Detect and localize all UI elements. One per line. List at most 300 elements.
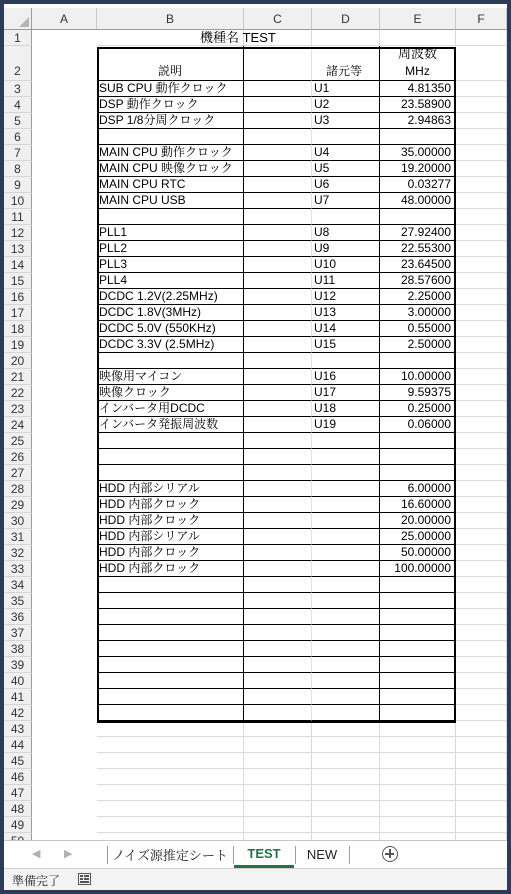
prev-sheet-arrow-icon[interactable]: ◀: [32, 848, 41, 860]
cell-f[interactable]: [456, 657, 507, 673]
row-header[interactable]: 29: [4, 497, 32, 513]
row-header[interactable]: 43: [4, 721, 32, 737]
tab-test[interactable]: TEST: [234, 841, 294, 868]
cell-e[interactable]: 2.25000: [380, 289, 456, 305]
cell-d[interactable]: U1: [312, 81, 380, 97]
cell-b[interactable]: [97, 769, 244, 785]
row-header[interactable]: 45: [4, 753, 32, 769]
cell-f[interactable]: [456, 593, 507, 609]
cell-c[interactable]: [244, 577, 312, 593]
cell-f[interactable]: [456, 545, 507, 561]
cell-b[interactable]: MAIN CPU USB: [97, 193, 244, 209]
cell-f[interactable]: [456, 113, 507, 129]
cell-f[interactable]: [456, 689, 507, 705]
cell-f[interactable]: [456, 721, 507, 737]
cell-e[interactable]: 9.59375: [380, 385, 456, 401]
row-header[interactable]: 48: [4, 801, 32, 817]
cell-b[interactable]: [97, 785, 244, 801]
cell-c[interactable]: [244, 657, 312, 673]
cell-e[interactable]: [380, 609, 456, 625]
cell-e[interactable]: [380, 657, 456, 673]
cell-b[interactable]: [97, 209, 244, 225]
cell-f[interactable]: [456, 785, 507, 801]
cell-e[interactable]: 23.58900: [380, 97, 456, 113]
row-header[interactable]: 18: [4, 321, 32, 337]
cell-b[interactable]: [97, 465, 244, 481]
tab-new[interactable]: NEW: [306, 847, 338, 862]
cell-b[interactable]: HDD 内部シリアル: [97, 481, 244, 497]
select-all-corner[interactable]: [4, 8, 32, 30]
row-header[interactable]: 5: [4, 113, 32, 129]
row-header[interactable]: 20: [4, 353, 32, 369]
row-header[interactable]: 13: [4, 241, 32, 257]
cell-e[interactable]: 6.00000: [380, 481, 456, 497]
cell-d[interactable]: U11: [312, 273, 380, 289]
cell-f[interactable]: [456, 81, 507, 97]
row-header[interactable]: 36: [4, 609, 32, 625]
cell-c[interactable]: [244, 465, 312, 481]
cell-c[interactable]: [244, 145, 312, 161]
cell-e[interactable]: 0.25000: [380, 401, 456, 417]
cell-e[interactable]: [380, 785, 456, 801]
cell-d[interactable]: U5: [312, 161, 380, 177]
cell-b[interactable]: PLL4: [97, 273, 244, 289]
cell-f[interactable]: [456, 561, 507, 577]
row-header[interactable]: 49: [4, 817, 32, 833]
cell-c[interactable]: [244, 257, 312, 273]
cell-d[interactable]: [312, 801, 380, 817]
cell-e[interactable]: [380, 129, 456, 145]
cell-e[interactable]: 10.00000: [380, 369, 456, 385]
column-header-f[interactable]: F: [456, 8, 507, 30]
cell-f[interactable]: [456, 30, 507, 46]
cell-c[interactable]: [244, 81, 312, 97]
cell-b[interactable]: [97, 817, 244, 833]
cell-b[interactable]: [97, 801, 244, 817]
cell-d[interactable]: [312, 481, 380, 497]
cell-c[interactable]: [244, 721, 312, 737]
cell-c[interactable]: [244, 417, 312, 433]
cell-b[interactable]: [97, 433, 244, 449]
cell-c[interactable]: [244, 353, 312, 369]
cell-b[interactable]: DCDC 1.2V(2.25MHz): [97, 289, 244, 305]
cell-c[interactable]: [244, 545, 312, 561]
cell-b[interactable]: DCDC 1.8V(3MHz): [97, 305, 244, 321]
cell-e[interactable]: [380, 801, 456, 817]
cell-b[interactable]: HDD 内部クロック: [97, 513, 244, 529]
cell-b[interactable]: [97, 609, 244, 625]
row-header[interactable]: 12: [4, 225, 32, 241]
cell-b[interactable]: [97, 657, 244, 673]
row-header[interactable]: 40: [4, 673, 32, 689]
row-header[interactable]: 1: [4, 30, 32, 46]
cell-e[interactable]: [380, 689, 456, 705]
cell-d[interactable]: [312, 513, 380, 529]
row-header[interactable]: 42: [4, 705, 32, 721]
cell-c[interactable]: [244, 497, 312, 513]
cell-b[interactable]: 映像クロック: [97, 385, 244, 401]
cell-b[interactable]: [97, 449, 244, 465]
cell-e[interactable]: 20.00000: [380, 513, 456, 529]
cell-f[interactable]: [456, 737, 507, 753]
cell-f[interactable]: [456, 369, 507, 385]
cell-e[interactable]: [380, 817, 456, 833]
cell-f[interactable]: [456, 801, 507, 817]
cell-b[interactable]: [97, 353, 244, 369]
cell-c[interactable]: [244, 113, 312, 129]
cell-d[interactable]: [312, 673, 380, 689]
cell-e[interactable]: 23.64500: [380, 257, 456, 273]
cell-b[interactable]: [97, 689, 244, 705]
cell-f[interactable]: [456, 97, 507, 113]
cell-d[interactable]: [312, 465, 380, 481]
cell-d[interactable]: U12: [312, 289, 380, 305]
cell-f[interactable]: [456, 705, 507, 721]
cell-b[interactable]: インバータ発振周波数: [97, 417, 244, 433]
row-header[interactable]: 25: [4, 433, 32, 449]
cell-d[interactable]: [312, 785, 380, 801]
cell-f[interactable]: [456, 129, 507, 145]
cell-e[interactable]: 19.20000: [380, 161, 456, 177]
header-description[interactable]: 説明: [97, 46, 244, 81]
row-header[interactable]: 41: [4, 689, 32, 705]
cell-f[interactable]: [456, 401, 507, 417]
cell-e[interactable]: 100.00000: [380, 561, 456, 577]
cell-e[interactable]: [380, 593, 456, 609]
macro-record-icon[interactable]: [78, 873, 91, 885]
cell-d[interactable]: [312, 721, 380, 737]
cell-b[interactable]: SUB CPU 動作クロック: [97, 81, 244, 97]
row-header[interactable]: 32: [4, 545, 32, 561]
row-header[interactable]: 4: [4, 97, 32, 113]
cell-f[interactable]: [456, 273, 507, 289]
cell-c[interactable]: [244, 609, 312, 625]
cell-f[interactable]: [456, 433, 507, 449]
cell-d[interactable]: U8: [312, 225, 380, 241]
row-header[interactable]: 35: [4, 593, 32, 609]
cell-f[interactable]: [456, 513, 507, 529]
cell-c[interactable]: [244, 689, 312, 705]
cell-e[interactable]: [380, 705, 456, 721]
cell-d[interactable]: [312, 769, 380, 785]
cell-c[interactable]: [244, 529, 312, 545]
cell-f[interactable]: [456, 46, 507, 81]
cell-e[interactable]: [380, 769, 456, 785]
row-header[interactable]: 31: [4, 529, 32, 545]
row-header[interactable]: 23: [4, 401, 32, 417]
row-header[interactable]: 26: [4, 449, 32, 465]
cell-b[interactable]: [97, 705, 244, 721]
cell-e[interactable]: [380, 465, 456, 481]
cell-d[interactable]: U3: [312, 113, 380, 129]
cell-c[interactable]: [244, 705, 312, 721]
row-header[interactable]: 19: [4, 337, 32, 353]
cell-d[interactable]: [312, 817, 380, 833]
cell-c[interactable]: [244, 225, 312, 241]
cell-c[interactable]: [244, 321, 312, 337]
row-header[interactable]: 27: [4, 465, 32, 481]
cell-d[interactable]: U17: [312, 385, 380, 401]
cell-e[interactable]: 0.06000: [380, 417, 456, 433]
next-sheet-arrow-icon[interactable]: ▶: [64, 848, 73, 860]
row-header[interactable]: 30: [4, 513, 32, 529]
column-header-d[interactable]: D: [312, 8, 380, 30]
row-header[interactable]: 28: [4, 481, 32, 497]
cell-f[interactable]: [456, 193, 507, 209]
cell-b[interactable]: [97, 737, 244, 753]
cell-c[interactable]: [244, 801, 312, 817]
cell-d[interactable]: [312, 577, 380, 593]
cell-b[interactable]: 映像用マイコン: [97, 369, 244, 385]
cell-b[interactable]: [97, 577, 244, 593]
row-header[interactable]: 11: [4, 209, 32, 225]
cell-f[interactable]: [456, 145, 507, 161]
cell-e[interactable]: [380, 353, 456, 369]
cell-b[interactable]: HDD 内部クロック: [97, 561, 244, 577]
cell-c[interactable]: [244, 385, 312, 401]
row-header[interactable]: 33: [4, 561, 32, 577]
cell-f[interactable]: [456, 225, 507, 241]
cell-c[interactable]: [244, 673, 312, 689]
cell-e[interactable]: 2.50000: [380, 337, 456, 353]
row-header[interactable]: 47: [4, 785, 32, 801]
cell-f[interactable]: [456, 641, 507, 657]
cell-d[interactable]: [312, 497, 380, 513]
cell-e[interactable]: [380, 577, 456, 593]
cell-d[interactable]: U13: [312, 305, 380, 321]
cell-d[interactable]: U15: [312, 337, 380, 353]
cell-d[interactable]: [312, 737, 380, 753]
cell-d[interactable]: U4: [312, 145, 380, 161]
cell-c[interactable]: [244, 769, 312, 785]
cell-f[interactable]: [456, 289, 507, 305]
cell-c[interactable]: [244, 561, 312, 577]
cell-e[interactable]: 22.55300: [380, 241, 456, 257]
cell-b[interactable]: インバータ用DCDC: [97, 401, 244, 417]
column-header-b[interactable]: B: [97, 8, 244, 30]
cell-b[interactable]: HDD 内部シリアル: [97, 529, 244, 545]
cell-f[interactable]: [456, 609, 507, 625]
cell-e[interactable]: [380, 449, 456, 465]
sheet-title-cell[interactable]: 機種名 TEST: [200, 30, 276, 45]
cell-b[interactable]: [97, 593, 244, 609]
cell-d[interactable]: U7: [312, 193, 380, 209]
cell-c[interactable]: [244, 305, 312, 321]
cell-f[interactable]: [456, 353, 507, 369]
row-header[interactable]: 7: [4, 145, 32, 161]
row-header[interactable]: 3: [4, 81, 32, 97]
row-header[interactable]: 46: [4, 769, 32, 785]
cell-e[interactable]: 25.00000: [380, 529, 456, 545]
row-header[interactable]: 16: [4, 289, 32, 305]
cell-d[interactable]: [312, 30, 380, 46]
cell-d[interactable]: U2: [312, 97, 380, 113]
cell-d[interactable]: [312, 641, 380, 657]
cell-c[interactable]: [244, 593, 312, 609]
tab-noise-source[interactable]: ノイズ源推定シート: [112, 848, 228, 863]
cell-c[interactable]: [244, 337, 312, 353]
column-header-e[interactable]: E: [380, 8, 456, 30]
worksheet-grid[interactable]: [4, 4, 507, 840]
cell-c[interactable]: [244, 241, 312, 257]
cell-c[interactable]: [244, 625, 312, 641]
cell-f[interactable]: [456, 481, 507, 497]
cell-f[interactable]: [456, 177, 507, 193]
row-header[interactable]: 8: [4, 161, 32, 177]
cell-f[interactable]: [456, 257, 507, 273]
cell-f[interactable]: [456, 529, 507, 545]
cell-d[interactable]: [312, 129, 380, 145]
cell-f[interactable]: [456, 817, 507, 833]
cell-d[interactable]: U19: [312, 417, 380, 433]
column-header-c[interactable]: C: [244, 8, 312, 30]
cell-b[interactable]: [97, 625, 244, 641]
cell-d[interactable]: [312, 705, 380, 721]
cell-b[interactable]: [97, 641, 244, 657]
cell-d[interactable]: [312, 593, 380, 609]
cell-b[interactable]: DCDC 5.0V (550KHz): [97, 321, 244, 337]
row-header[interactable]: 10: [4, 193, 32, 209]
header-frequency[interactable]: [380, 46, 456, 81]
cell-b[interactable]: HDD 内部クロック: [97, 545, 244, 561]
cell-d[interactable]: U9: [312, 241, 380, 257]
cell-e[interactable]: 48.00000: [380, 193, 456, 209]
cell-b[interactable]: PLL2: [97, 241, 244, 257]
cell-e[interactable]: 50.00000: [380, 545, 456, 561]
cell-e[interactable]: 0.03277: [380, 177, 456, 193]
cell-d[interactable]: [312, 609, 380, 625]
row-header[interactable]: 24: [4, 417, 32, 433]
cell-c[interactable]: [244, 433, 312, 449]
cell-c[interactable]: [244, 97, 312, 113]
row-header[interactable]: 38: [4, 641, 32, 657]
cell-d[interactable]: [312, 689, 380, 705]
cell-e[interactable]: [380, 673, 456, 689]
cell-f[interactable]: [456, 209, 507, 225]
cell-e[interactable]: [380, 641, 456, 657]
cell-c[interactable]: [244, 737, 312, 753]
cell-c[interactable]: [244, 129, 312, 145]
cell-d[interactable]: U18: [312, 401, 380, 417]
cell-b[interactable]: [97, 721, 244, 737]
row-header[interactable]: 17: [4, 305, 32, 321]
cell-c[interactable]: [244, 369, 312, 385]
cell-f[interactable]: [456, 625, 507, 641]
cell-e[interactable]: 0.55000: [380, 321, 456, 337]
cell-e[interactable]: 28.57600: [380, 273, 456, 289]
cell-c[interactable]: [244, 641, 312, 657]
cell-d[interactable]: [312, 561, 380, 577]
row-header[interactable]: 22: [4, 385, 32, 401]
cell-c[interactable]: [244, 161, 312, 177]
cell-b[interactable]: MAIN CPU RTC: [97, 177, 244, 193]
column-header-a[interactable]: A: [32, 8, 97, 30]
cell-e[interactable]: [380, 433, 456, 449]
cell-c[interactable]: [244, 449, 312, 465]
cell-c[interactable]: [244, 753, 312, 769]
cell-c[interactable]: [244, 289, 312, 305]
cell-e[interactable]: 27.92400: [380, 225, 456, 241]
cell-d[interactable]: [312, 529, 380, 545]
cell-b[interactable]: [97, 129, 244, 145]
cell-e[interactable]: 16.60000: [380, 497, 456, 513]
cell-c[interactable]: [244, 273, 312, 289]
cell-f[interactable]: [456, 417, 507, 433]
cell-e[interactable]: 2.94863: [380, 113, 456, 129]
cell-d[interactable]: [312, 625, 380, 641]
row-header[interactable]: 9: [4, 177, 32, 193]
row-header[interactable]: 37: [4, 625, 32, 641]
cell-e[interactable]: 4.81350: [380, 81, 456, 97]
cell-c[interactable]: [244, 401, 312, 417]
cell-f[interactable]: [456, 449, 507, 465]
cell-b[interactable]: [97, 753, 244, 769]
row-header[interactable]: 21: [4, 369, 32, 385]
cell-e[interactable]: 35.00000: [380, 145, 456, 161]
header-spec[interactable]: 諸元等: [312, 46, 380, 81]
cell-f[interactable]: [456, 673, 507, 689]
cell-c[interactable]: [244, 817, 312, 833]
cell-c[interactable]: [244, 481, 312, 497]
cell-c[interactable]: [244, 46, 312, 81]
cell-f[interactable]: [456, 161, 507, 177]
cell-f[interactable]: [456, 577, 507, 593]
cell-b[interactable]: DSP 動作クロック: [97, 97, 244, 113]
cell-f[interactable]: [456, 305, 507, 321]
cell-e[interactable]: 3.00000: [380, 305, 456, 321]
cell-c[interactable]: [244, 193, 312, 209]
row-header[interactable]: 39: [4, 657, 32, 673]
cell-f[interactable]: [456, 337, 507, 353]
cell-b[interactable]: PLL3: [97, 257, 244, 273]
cell-c[interactable]: [244, 513, 312, 529]
cell-e[interactable]: [380, 753, 456, 769]
cell-c[interactable]: [244, 177, 312, 193]
cell-d[interactable]: [312, 753, 380, 769]
cell-d[interactable]: [312, 353, 380, 369]
row-header[interactable]: 15: [4, 273, 32, 289]
cell-b[interactable]: PLL1: [97, 225, 244, 241]
cell-c[interactable]: [244, 785, 312, 801]
cell-e[interactable]: [380, 30, 456, 46]
cell-b[interactable]: DCDC 3.3V (2.5MHz): [97, 337, 244, 353]
cell-b[interactable]: [97, 673, 244, 689]
cell-d[interactable]: [312, 657, 380, 673]
row-header[interactable]: 2: [4, 46, 32, 81]
cell-e[interactable]: [380, 209, 456, 225]
cell-f[interactable]: [456, 385, 507, 401]
row-header[interactable]: 44: [4, 737, 32, 753]
cell-e[interactable]: [380, 721, 456, 737]
cell-b[interactable]: HDD 内部クロック: [97, 497, 244, 513]
cell-b[interactable]: DSP 1/8分周クロック: [97, 113, 244, 129]
cell-d[interactable]: U6: [312, 177, 380, 193]
cell-e[interactable]: [380, 625, 456, 641]
cell-f[interactable]: [456, 321, 507, 337]
cell-f[interactable]: [456, 769, 507, 785]
cell-f[interactable]: [456, 465, 507, 481]
row-header[interactable]: 14: [4, 257, 32, 273]
cell-f[interactable]: [456, 753, 507, 769]
cell-d[interactable]: [312, 209, 380, 225]
cell-d[interactable]: [312, 433, 380, 449]
cell-d[interactable]: U16: [312, 369, 380, 385]
cell-d[interactable]: [312, 449, 380, 465]
row-header[interactable]: 34: [4, 577, 32, 593]
cell-c[interactable]: [244, 209, 312, 225]
cell-f[interactable]: [456, 497, 507, 513]
cell-b[interactable]: MAIN CPU 映像クロック: [97, 161, 244, 177]
